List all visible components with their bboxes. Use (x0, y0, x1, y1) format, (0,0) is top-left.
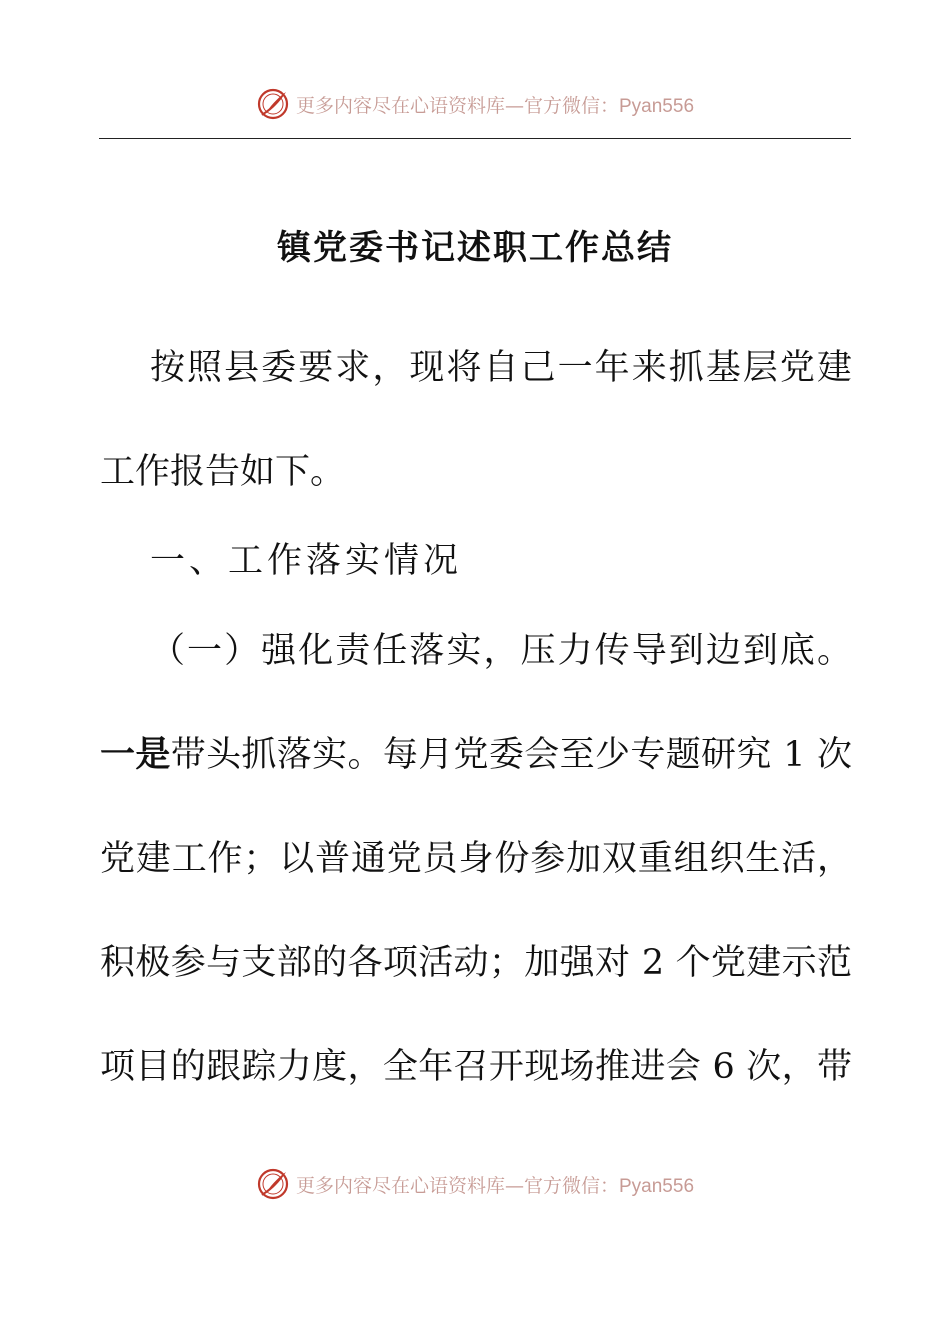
body-line-5 (100, 733, 852, 777)
header-wechat-id: Pyan556 (619, 95, 695, 117)
body-line-5-text: 带头抓落实。每月党委会至少专题研究 1 次 (170, 735, 852, 775)
footer-slogan: 更多内容尽在心语资料库 (295, 1174, 505, 1197)
feather-logo-icon (256, 1167, 290, 1201)
body-line-1: 按照县委要求，现将自己一年来抓基层党建 (150, 348, 852, 388)
body-line-6: 党建工作；以普通党员身份参加双重组织生活， (100, 839, 852, 879)
header-wechat-label: 官方微信： (523, 94, 619, 117)
footer-wechat-id: Pyan556 (619, 1175, 695, 1197)
header-banner (0, 84, 950, 124)
header-divider (99, 138, 851, 139)
body-line-7: 积极参与支部的各项活动；加强对 2 个党建示范 (100, 943, 852, 983)
emphasis-lead: 一是 (100, 734, 171, 775)
footer-banner (0, 1164, 950, 1204)
subsection-heading: （一）强化责任落实，压力传导到边到底。 (150, 631, 852, 671)
body-line-2: 工作报告如下。 (100, 452, 346, 492)
footer-dash: — (504, 1174, 524, 1197)
header-dash: — (504, 94, 524, 117)
section-heading: 一、工作落实情况 (150, 541, 463, 581)
document-title: 镇党委书记述职工作总结 (277, 228, 673, 268)
footer-banner-text (296, 1171, 694, 1198)
body-line-8: 项目的跟踪力度，全年召开现场推进会 6 次，带 (100, 1047, 852, 1087)
footer-wechat-label: 官方微信： (523, 1174, 619, 1197)
header-banner-text (296, 91, 694, 118)
feather-logo-icon (256, 87, 290, 121)
header-slogan: 更多内容尽在心语资料库 (295, 94, 505, 117)
